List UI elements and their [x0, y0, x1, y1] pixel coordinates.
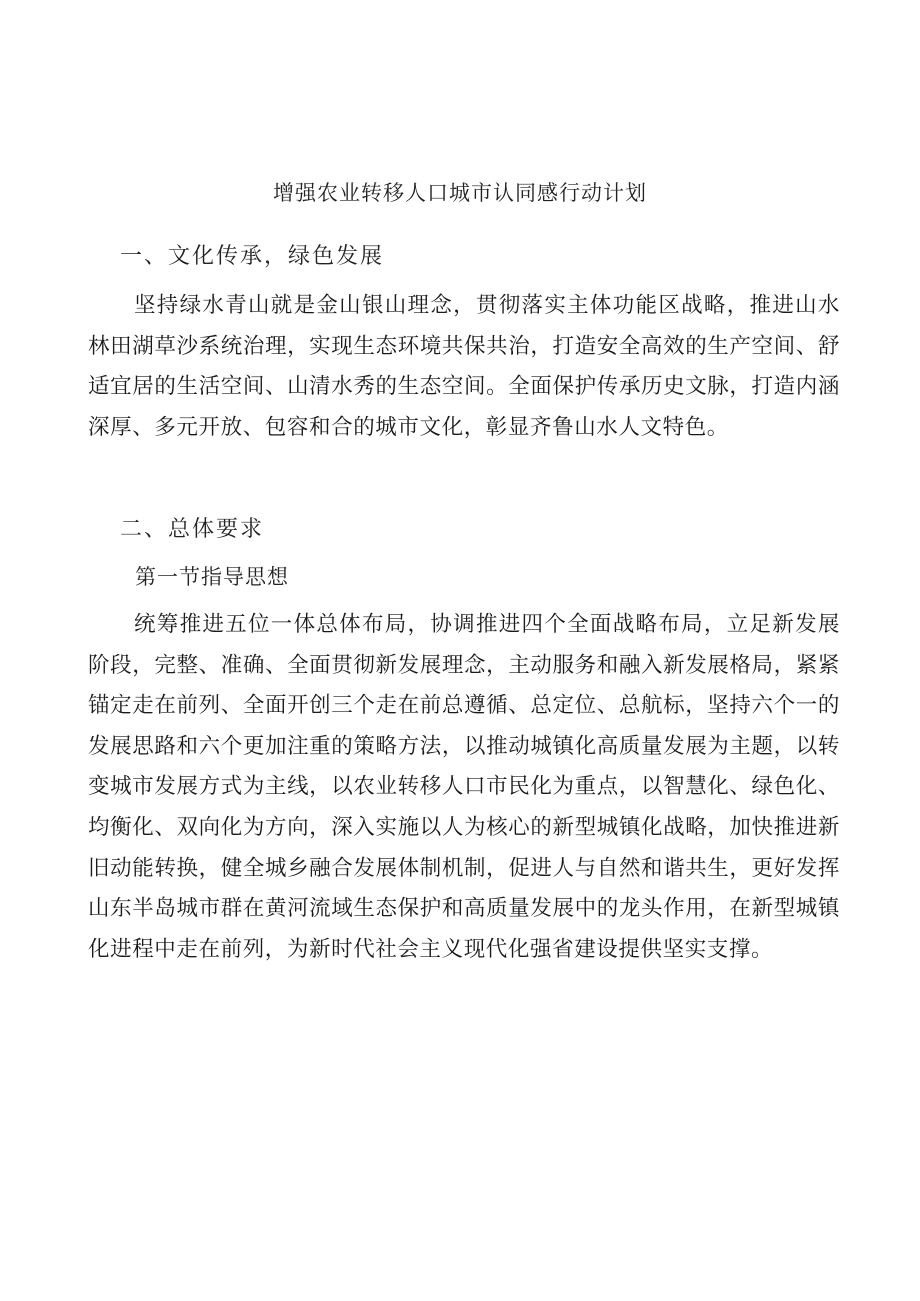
- subsection-heading-guiding-ideology: 第一节指导思想: [135, 565, 289, 589]
- section-heading-culture: 一、文化传承，绿色发展: [120, 244, 385, 269]
- document-title: 增强农业转移人口城市认同感行动计划: [273, 181, 647, 205]
- section-paragraph-culture: 坚持绿水青山就是金山银山理念，贯彻落实主体功能区战略，推进山水林田湖草沙系统治理，实现生态环境共保共治，打造安全高效的生产空间、舒适宜居的生活空间、山清水秀的生态空间。全面保护传承历史文脉，打造内涵深厚、多元开放、包容和合的城市文化，彰显齐鲁山水人文特色。: [88, 293, 840, 440]
- section-heading-requirements: 二、总体要求: [120, 517, 265, 542]
- section-paragraph-guiding-ideology: 统筹推进五位一体总体布局，协调推进四个全面战略布局，立足新发展阶段，完整、准确、全面贯彻新发展理念，主动服务和融入新发展格局，紧紧锚定走在前列、全面开创三个走在前总遵循、总定位、总航标，坚持六个一的发展思路和六个更加注重的策略方法，以推动城镇化高质量发展为主题，以转变城市发展方式为主线，以农业转移人口市民化为重点，以智慧化、绿色化、均衡化、双向化为方向，深入实施以人为核心的新型城镇化战略，加快推进新旧动能转换，健全城乡融合发展体制机制，促进人与自然和谐共生，更好发挥山东半岛城市群在黄河流域生态保护和高质量发展中的龙头作用，在新型城镇化进程中走在前列，为新时代社会主义现代化强省建设提供坚实支撑。: [88, 612, 840, 962]
